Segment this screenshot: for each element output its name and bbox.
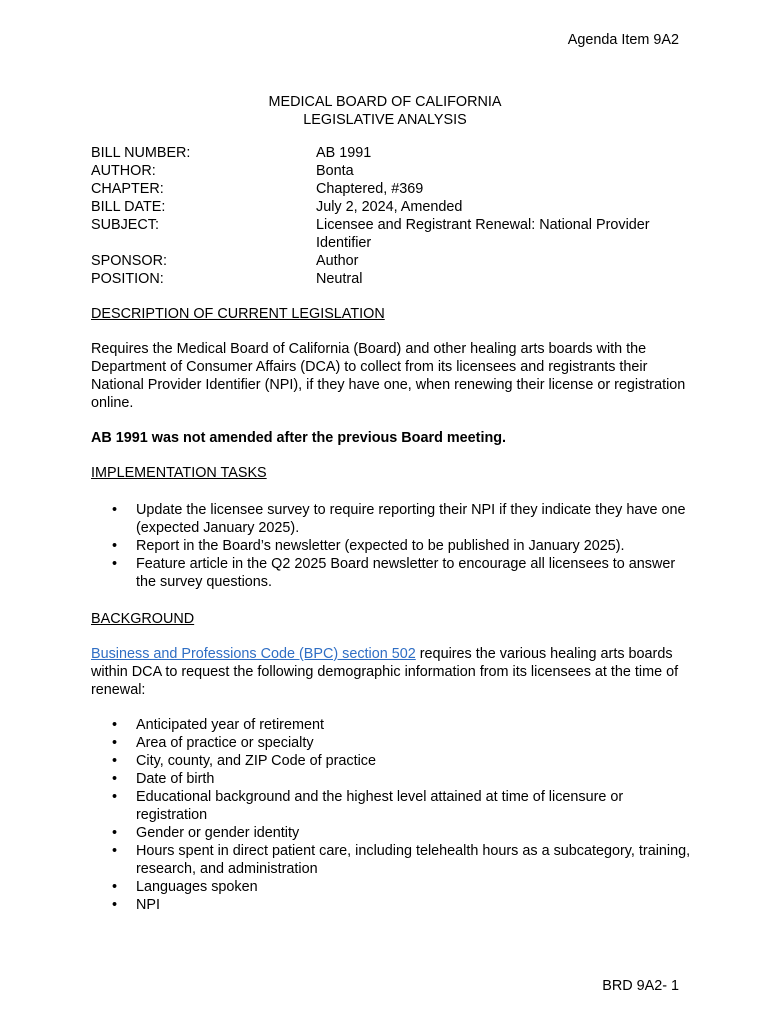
chapter-label: CHAPTER: [91, 181, 164, 197]
list-item-text: City, county, and ZIP Code of practice [136, 753, 376, 769]
list-item [91, 770, 691, 788]
position-label: POSITION: [91, 271, 164, 287]
list-item-text: Feature article in the Q2 2025 Board newsletter to encourage all licensees to answer the survey questions. [136, 556, 676, 590]
sponsor-label: SPONSOR: [91, 253, 167, 269]
meta-row-bill-number [91, 144, 691, 162]
list-item-text: Educational background and the highest level attained at time of licensure or registration [136, 789, 624, 823]
bullet-icon: • [112, 502, 118, 518]
bullet-icon: • [112, 789, 118, 805]
list-item-text: Languages spoken [136, 879, 258, 895]
implementation-heading: IMPLEMENTATION TASKS [91, 465, 267, 481]
list-item-text: Date of birth [136, 771, 215, 787]
author-value: Bonta [316, 163, 354, 179]
meta-row-author [91, 162, 691, 180]
subject-value: Licensee and Registrant Renewal: National Provider Identifier [316, 217, 650, 251]
page-number: BRD 9A2- 1 [602, 978, 679, 994]
meta-row-subject [91, 216, 691, 252]
bullet-icon: • [112, 843, 118, 859]
demographics-list [91, 716, 691, 914]
amendment-note: AB 1991 was not amended after the previous Board meeting. [91, 430, 507, 446]
subject-label: SUBJECT: [91, 217, 159, 233]
bullet-icon: • [112, 556, 118, 572]
title-line-2: LEGISLATIVE ANALYSIS [303, 112, 467, 128]
document-title [0, 93, 770, 129]
bill-number-value: AB 1991 [316, 145, 372, 161]
list-item-text: NPI [136, 897, 160, 913]
bullet-icon: • [112, 879, 118, 895]
meta-row-sponsor [91, 252, 691, 270]
list-item-text: Report in the Board’s newsletter (expected to be published in January 2025). [136, 538, 625, 554]
bill-metadata [91, 144, 691, 288]
list-item [91, 824, 691, 842]
list-item-text: Update the licensee survey to require reporting their NPI if they indicate they have one (expected January 2025). [136, 502, 686, 536]
bullet-icon: • [112, 538, 118, 554]
list-item [91, 752, 691, 770]
chapter-value: Chaptered, #369 [316, 181, 424, 197]
meta-row-chapter [91, 180, 691, 198]
background-body [91, 645, 691, 699]
bullet-icon: • [112, 753, 118, 769]
list-item [91, 537, 691, 555]
background-heading: BACKGROUND [91, 611, 195, 627]
background-body-text: requires the various healing arts boards within DCA to request the following demographic information from its licensees at the time of renewal: [91, 646, 679, 698]
agenda-item-label: Agenda Item 9A2 [567, 32, 679, 48]
meta-row-position [91, 270, 691, 288]
list-item [91, 555, 691, 591]
sponsor-value: Author [316, 253, 359, 269]
author-label: AUTHOR: [91, 163, 156, 179]
description-body: Requires the Medical Board of California (Board) and other healing arts boards with the Department of Consumer Affairs (DCA) to collect from its licensees and registrants their National Provider Identifier (NPI), if they have one, when renewing their license or registration online. [91, 341, 686, 411]
description-heading: DESCRIPTION OF CURRENT LEGISLATION [91, 306, 385, 322]
bullet-icon: • [112, 825, 118, 841]
list-item [91, 734, 691, 752]
bpc-section-502-link[interactable]: Business and Professions Code (BPC) section 502 [91, 646, 416, 662]
bullet-icon: • [112, 771, 118, 787]
list-item [91, 501, 691, 537]
implementation-list [91, 501, 691, 591]
bill-number-label: BILL NUMBER: [91, 145, 191, 161]
list-item [91, 788, 691, 824]
list-item-text: Gender or gender identity [136, 825, 300, 841]
list-item [91, 878, 691, 896]
bill-date-value: July 2, 2024, Amended [316, 199, 463, 215]
meta-row-bill-date [91, 198, 691, 216]
bullet-icon: • [112, 897, 118, 913]
list-item [91, 896, 691, 914]
position-value: Neutral [316, 271, 363, 287]
bullet-icon: • [112, 717, 118, 733]
bill-date-label: BILL DATE: [91, 199, 166, 215]
list-item-text: Anticipated year of retirement [136, 717, 324, 733]
title-line-1: MEDICAL BOARD OF CALIFORNIA [268, 94, 502, 110]
list-item [91, 716, 691, 734]
list-item-text: Hours spent in direct patient care, including telehealth hours as a subcategory, training, research, and administration [136, 843, 691, 877]
bullet-icon: • [112, 735, 118, 751]
list-item-text: Area of practice or specialty [136, 735, 314, 751]
list-item [91, 842, 691, 878]
